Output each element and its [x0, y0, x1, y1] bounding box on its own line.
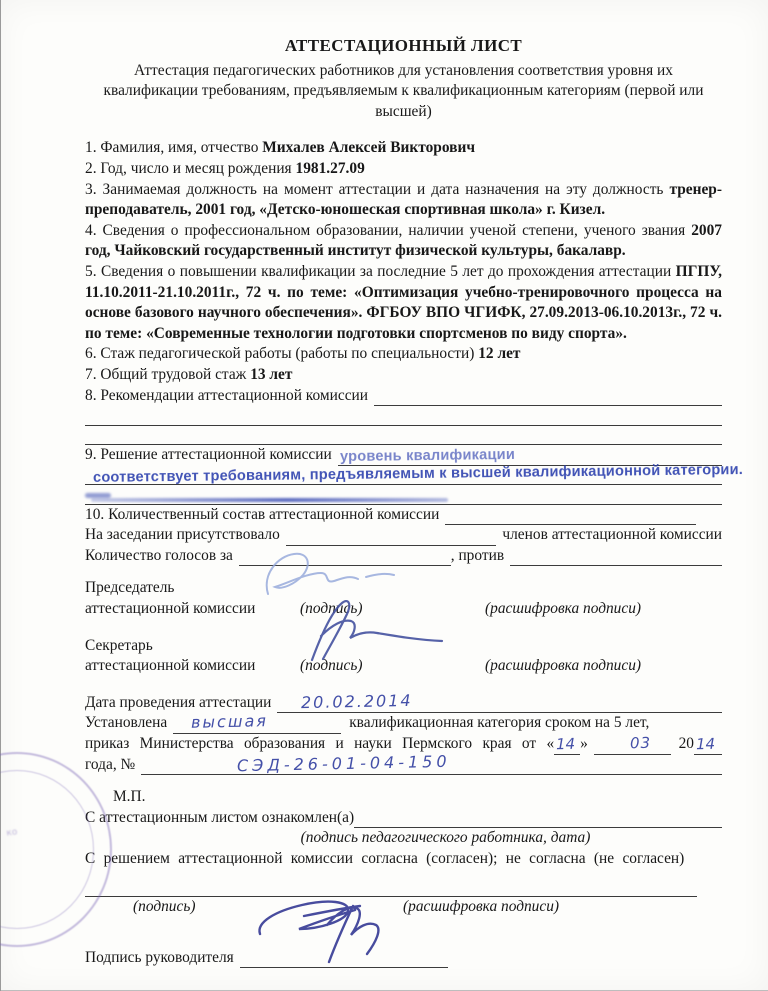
item-9-label: 9. Решение аттестационной комиссии	[85, 446, 332, 464]
signature-caption: (подпись)	[300, 600, 363, 618]
item-7-total-experience	[85, 365, 722, 386]
chairman-signature-row	[85, 599, 722, 620]
item-10-commission-size	[85, 505, 722, 526]
blank-line	[240, 949, 448, 968]
votes-against-label: , против	[450, 546, 505, 564]
item-3-value: тренер-преподаватель, 2001 год, «Детско-юношеская спортивная школа» г. Кизел.	[85, 180, 722, 219]
item-4-label: 4. Сведения о профессиональном образовании, наличии ученой степени, ученого звания	[85, 221, 686, 239]
item-5-value: ПГПУ, 11.10.2011-21.10.2011г., 72 ч. по теме: «Оптимизация учебно-тренировочного процесса на основе базового научного обеспечения». ФГБОУ ВПО ЧГИФК, 27.09.2013-06.10.2013г., 72 ч. по теме: «Современные технологии подготовки спортсменов по виду спорта».	[85, 262, 722, 342]
item-2-birthdate	[85, 159, 722, 180]
item-6-label: 6. Стаж педагогической работы (работы по специальности)	[85, 345, 475, 363]
order-prefix: приказ Министерства образования и науки Пермского края от «	[85, 735, 555, 753]
item-3-label: 3. Занимаемая должность на момент аттестации и дата назначения на эту должность	[85, 180, 664, 198]
document-title: АТТЕСТАЦИОННЫЙ ЛИСТ	[284, 36, 523, 55]
item-1-value: Михалев Алексей Викторович	[262, 139, 476, 157]
item-7-label: 7. Общий трудовой стаж	[85, 365, 247, 383]
decode-caption: (расшифровка подписи)	[403, 898, 560, 916]
decode-caption: (расшифровка подписи)	[485, 657, 642, 675]
signature-caption: (подпись)	[133, 898, 196, 916]
item-4-value: 2007 год, Чайковский государственный институт физической культуры, бакалавр.	[85, 221, 722, 260]
votes-line	[85, 546, 722, 567]
chairman-commission-label: аттестационной комиссии	[85, 600, 256, 618]
blank-line	[85, 485, 722, 505]
secretary-commission-label: аттестационной комиссии	[85, 657, 256, 675]
item-6-value: 12 лет	[478, 345, 521, 363]
decode-caption: (расшифровка подписи)	[485, 600, 642, 618]
acquainted-line	[85, 808, 722, 829]
blank-line	[286, 527, 497, 546]
blank-line	[374, 387, 722, 406]
established-category-line	[85, 713, 722, 734]
item-10-label: 10. Количественный состав аттестационной комиссии	[85, 505, 440, 523]
attendance-suffix: членов аттестационной комиссии	[502, 526, 722, 544]
blank-line	[85, 878, 697, 898]
stamp-ink-smudge	[91, 498, 448, 502]
item-4-education	[85, 221, 722, 262]
item-8-recommendations	[85, 386, 722, 407]
order-year-prefix: 20	[678, 735, 694, 753]
votes-for-label: Количество голосов за	[85, 546, 233, 564]
secretary-signature-row	[85, 656, 722, 677]
order-day-handwritten: 14	[555, 734, 576, 754]
blank-line	[239, 547, 451, 566]
item-7-value: 13 лет	[250, 365, 293, 383]
established-label: Установлена	[85, 714, 168, 732]
head-signature-line	[85, 948, 722, 969]
attendance-line	[85, 525, 722, 546]
blank-line	[277, 690, 722, 713]
item-2-label: 2. Год, число и месяц рождения	[85, 159, 292, 177]
order-number-line	[85, 751, 722, 776]
blank-line	[85, 426, 722, 446]
item-5-label: 5. Сведения о повышении квалификации за последние 5 лет до прохождения аттестации	[85, 262, 672, 280]
item-6-experience	[85, 344, 722, 365]
blank-line	[445, 506, 696, 525]
round-stamp-illegible-text: ко	[5, 827, 19, 839]
signature-caption: (подпись)	[300, 657, 363, 675]
order-year-blank	[694, 734, 722, 755]
item-1-name	[85, 138, 722, 159]
blank-line	[85, 461, 744, 486]
attestation-date-handwritten: 20.02.2014	[301, 690, 414, 713]
item-8-label: 8. Рекомендации аттестационной комиссии	[85, 386, 369, 404]
agreement-line: С решением аттестационной комиссии согласна (согласен); не согласна (не согласен)	[85, 850, 685, 867]
order-year-handwritten: 14	[695, 734, 716, 754]
order-day-blank	[554, 734, 580, 755]
order-quote-close: »	[580, 735, 588, 753]
decision-stamp-text-line1: уровень квалификации	[339, 447, 515, 466]
teacher-sign-caption: (подпись педагогического работника, дата)	[300, 829, 591, 847]
blank-line	[141, 751, 722, 775]
item-2-value: 1981.27.09	[295, 159, 365, 177]
order-month-handwritten: 03	[629, 733, 652, 753]
acquainted-label: С аттестационным листом ознакомлен(а)	[85, 808, 355, 826]
attendance-label: На заседании присутствовало	[85, 526, 280, 544]
blank-line	[510, 547, 722, 566]
order-month-blank	[594, 733, 671, 755]
blank-line	[354, 809, 722, 828]
established-suffix: квалификационная категория сроком на 5 лет,	[349, 714, 650, 732]
blank-line	[173, 711, 341, 734]
blank-line	[85, 406, 722, 426]
order-number-label: года, №	[85, 755, 136, 773]
chairman-title: Председатель	[85, 579, 175, 597]
document-subtitle: Аттестация педагогических работников для установления соответствия уровня их квалификации требованиям, предъявляемым к квалификационным категориям (первой или высшей)	[103, 61, 704, 120]
bottom-captions-row	[85, 897, 722, 918]
order-number-handwritten: СЭД-26-01-04-150	[237, 751, 451, 775]
item-5-qualification-courses	[85, 262, 722, 344]
stamp-place-label: М.П.	[113, 788, 146, 806]
attestation-date-label: Дата проведения аттестации	[85, 693, 272, 711]
secretary-title: Секретарь	[85, 636, 153, 654]
attestation-date-line	[85, 690, 722, 714]
order-line	[85, 734, 722, 755]
head-sign-label: Подпись руководителя	[85, 948, 234, 966]
item-3-position	[85, 180, 722, 221]
category-handwritten: высшая	[190, 711, 269, 733]
item-1-label: 1. Фамилия, имя, отчество	[85, 139, 259, 157]
stamp-ink-smudge	[85, 493, 111, 498]
decision-stamp-text-line2: соответствует требованиям, предъявляемым к высшей квалификационной категории.	[92, 461, 744, 486]
